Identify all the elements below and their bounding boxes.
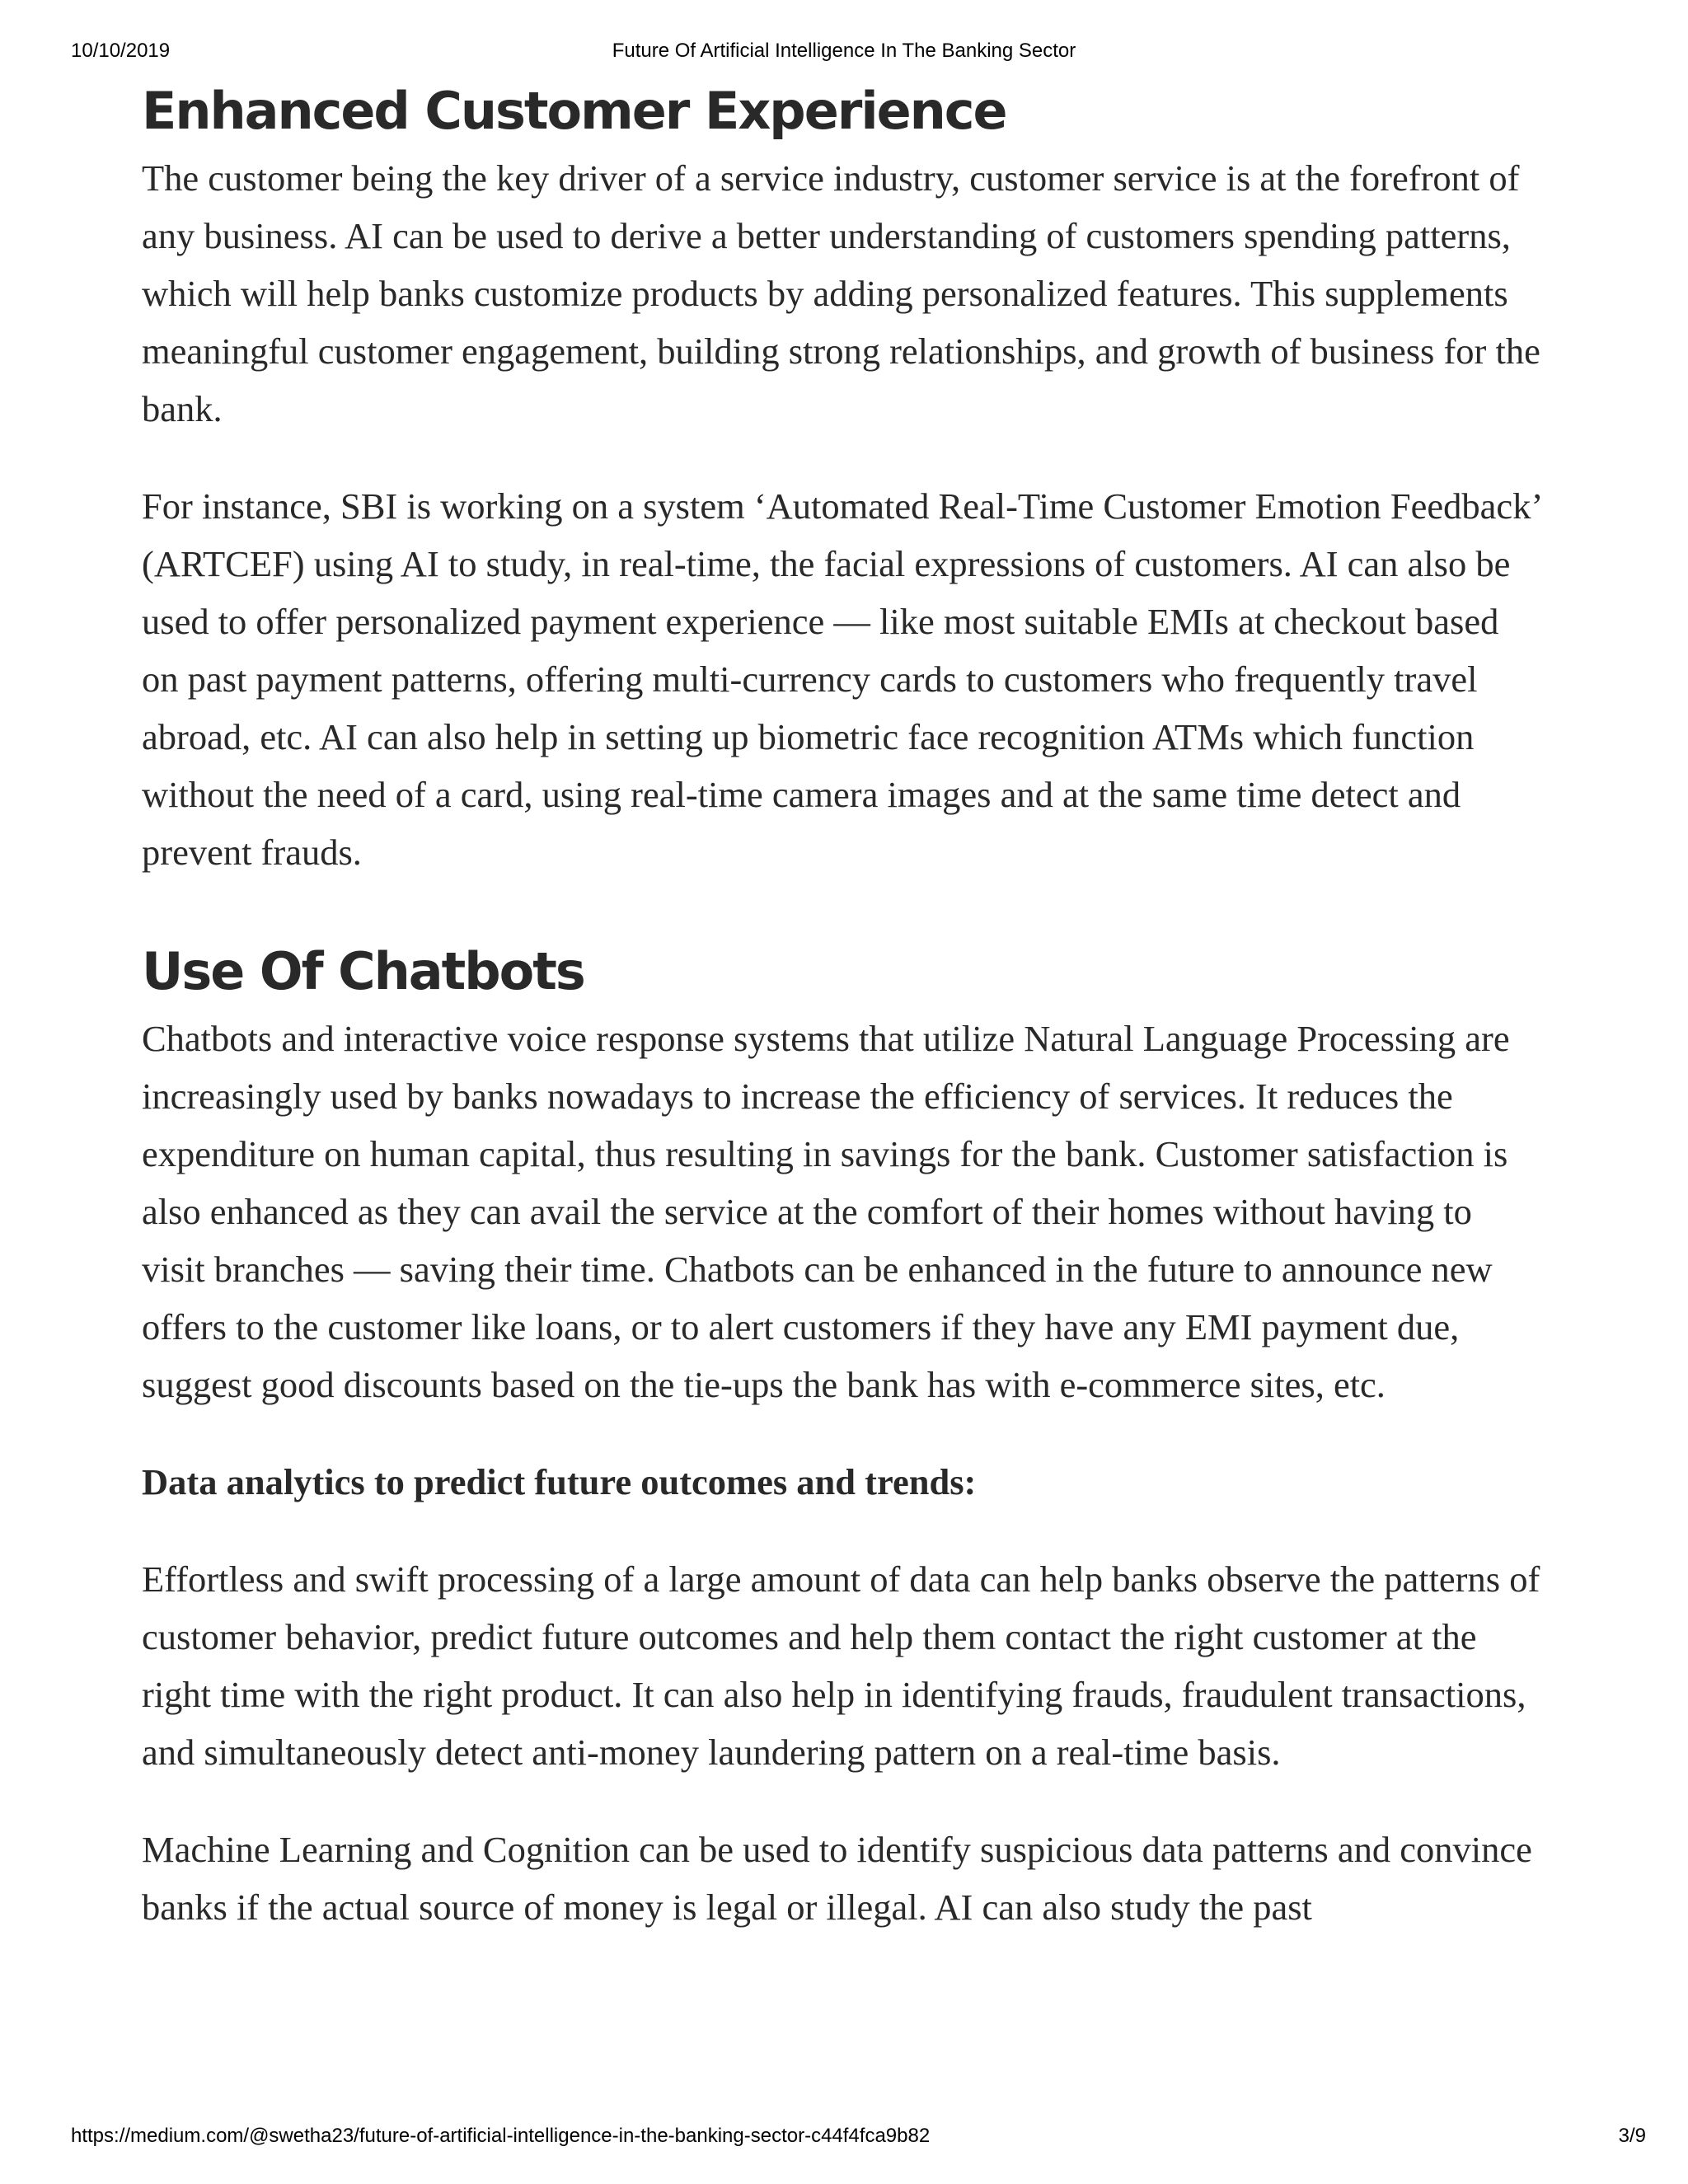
print-header [0, 40, 1688, 68]
print-footer [0, 2125, 1688, 2153]
source-url: https://medium.com/@swetha23/future-of-artificial-intelligence-in-the-banking-sector-c44f4fca9b82 [71, 2125, 931, 2147]
article-body [142, 78, 1543, 1975]
section-heading-customer-experience: Enhanced Customer Experience [142, 81, 1006, 141]
paragraph: For instance, SBI is working on a system ‘Automated Real-Time Customer Emotion Feedback’ (ARTCEF) using AI to study, in real-time, the facial expressions of customers. AI can also be used to offer personalized payment experience — like most suitable EMIs at checkout based on past payment patterns, offering multi-currency cards to customers who frequently travel abroad, etc. AI can also help in setting up biometric face recognition ATMs which function without the need of a card, using real-time camera images and at the same time detect and prevent frauds. [142, 485, 1540, 873]
paragraph: Effortless and swift processing of a large amount of data can help banks observe the patterns of customer behavior, predict future outcomes and help them contact the right customer at the right time with the right product. It can also help in identifying frauds, fraudulent transactions, and simultaneously detect anti-money laundering pattern on a real-time basis. [142, 1558, 1540, 1773]
print-page-title: Future Of Artificial Intelligence In The Banking Sector [612, 40, 1076, 62]
section-heading-chatbots: Use Of Chatbots [142, 941, 584, 1001]
paragraph: Machine Learning and Cognition can be used to identify suspicious data patterns and convince banks if the actual source of money is legal or illegal. AI can also study the past [142, 1829, 1532, 1928]
page-number: 3/9 [1618, 2125, 1646, 2147]
subheading-data-analytics: Data analytics to predict future outcomes and trends: [142, 1461, 977, 1502]
paragraph: Chatbots and interactive voice response systems that utilize Natural Language Processing are increasingly used by banks nowadays to increase the efficiency of services. It reduces the expenditure on human capital, thus resulting in savings for the bank. Customer satisfaction is also enhanced as they can avail the service at the comfort of their homes without having to visit branches — saving their time. Chatbots can be enhanced in the future to announce new offers to the customer like loans, or to alert customers if they have any EMI payment due, suggest good discounts based on the tie-ups the bank has with e-commerce sites, etc. [142, 1018, 1510, 1405]
print-date: 10/10/2019 [71, 40, 171, 62]
paragraph: The customer being the key driver of a service industry, customer service is at the forefront of any business. AI can be used to derive a better understanding of customers spending patterns, which will help banks customize products by adding personalized features. This supplements meaningful customer engagement, building strong relationships, and growth of business for the bank. [142, 157, 1540, 429]
